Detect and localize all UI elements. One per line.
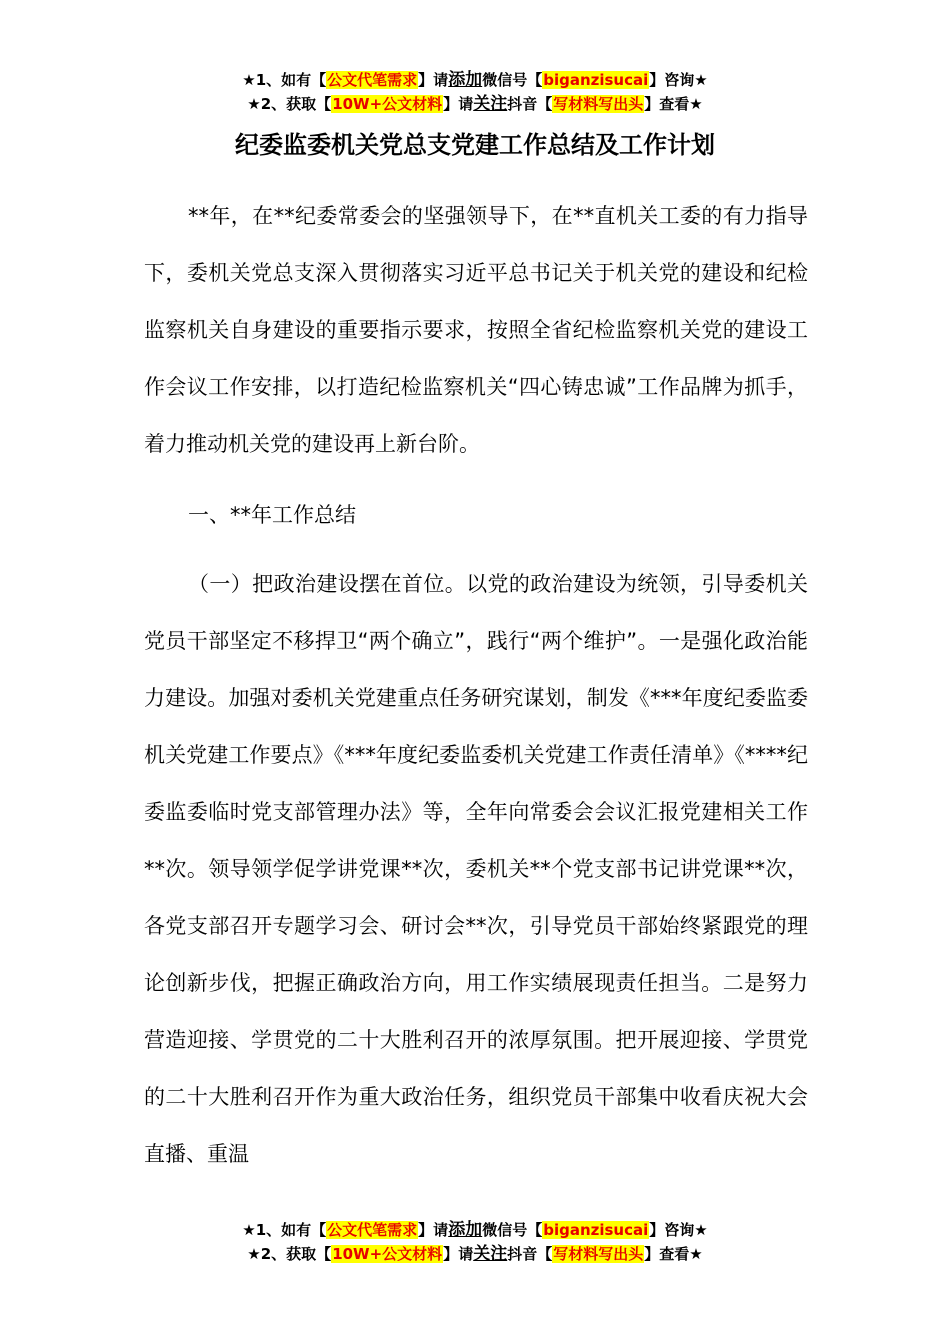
- ad-emphasis: 添加: [448, 70, 483, 90]
- ad-emphasis: 关注: [473, 1244, 508, 1264]
- ad-highlight-service: 公文代笔需求: [327, 1221, 418, 1239]
- header-ad-line-2: [0, 92, 950, 116]
- ad-highlight-wechat-id: biganzisucai: [543, 71, 649, 89]
- header-ad-banner: [0, 68, 950, 116]
- ad-text: 微信号【: [482, 71, 543, 89]
- ad-text: 】请: [418, 71, 449, 89]
- ad-highlight-materials: 10W+公文材料: [332, 1245, 443, 1263]
- ad-text: 】查看★: [644, 95, 703, 113]
- footer-ad-line-1: [0, 1218, 950, 1242]
- header-ad-line-1: [0, 68, 950, 92]
- ad-highlight-wechat-id: biganzisucai: [543, 1221, 649, 1239]
- footer-ad-line-2: [0, 1242, 950, 1266]
- ad-text: 】请: [418, 1221, 449, 1239]
- ad-text: 】请: [443, 95, 474, 113]
- section-heading: 一、**年工作总结: [188, 503, 356, 527]
- document-title: 纪委监委机关党总支党建工作总结及工作计划: [235, 131, 715, 159]
- footer-ad-banner: [0, 1218, 950, 1266]
- ad-text: 】查看★: [644, 1245, 703, 1263]
- ad-text: 微信号【: [482, 1221, 543, 1239]
- ad-text: ★2、获取【: [247, 95, 332, 113]
- ad-text: 抖音【: [507, 95, 553, 113]
- ad-highlight-service: 公文代笔需求: [327, 71, 418, 89]
- ad-text: 抖音【: [507, 1245, 553, 1263]
- body-paragraph: （一）把政治建设摆在首位。以党的政治建设为统领，引导委机关党员干部坚定不移捍卫“两个确立”，践行“两个维护”。一是强化政治能力建设。加强对委机关党建重点任务研究谋划，制发《***年度纪委监委机关党建工作要点》《***年度纪委监委机关党建工作责任清单》《****纪委监委临时党支部管理办法》等，全年向常委会会议汇报党建相关工作**次。领导领学促学讲党课**次，委机关**个党支部书记讲党课**次，各党支部召开专题学习会、研讨会**次，引导党员干部始终紧跟党的理论创新步伐，把握正确政治方向，用工作实绩展现责任担当。二是努力营造迎接、学贯党的二十大胜利召开的浓厚氛围。把开展迎接、学贯党的二十大胜利召开作为重大政治任务，组织党员干部集中收看庆祝大会直播、重温: [144, 572, 808, 1166]
- ad-highlight-materials: 10W+公文材料: [332, 95, 443, 113]
- ad-text: ★1、如有【: [242, 71, 327, 89]
- ad-text: ★1、如有【: [242, 1221, 327, 1239]
- ad-text: 】咨询★: [649, 1221, 708, 1239]
- ad-emphasis: 关注: [473, 94, 508, 114]
- intro-paragraph: **年，在**纪委常委会的坚强领导下，在**直机关工委的有力指导下，委机关党总支深入贯彻落实习近平总书记关于机关党的建设和纪检监察机关自身建设的重要指示要求，按照全省纪检监察机关党的建设工作会议工作安排，以打造纪检监察机关“四心铸忠诚”工作品牌为抓手，着力推动机关党的建设再上新台阶。: [144, 204, 808, 456]
- ad-text: 】请: [443, 1245, 474, 1263]
- ad-highlight-douyin-id: 写材料写出头: [553, 1245, 644, 1263]
- ad-emphasis: 添加: [448, 1220, 483, 1240]
- ad-highlight-douyin-id: 写材料写出头: [553, 95, 644, 113]
- ad-text: ★2、获取【: [247, 1245, 332, 1263]
- ad-text: 】咨询★: [649, 71, 708, 89]
